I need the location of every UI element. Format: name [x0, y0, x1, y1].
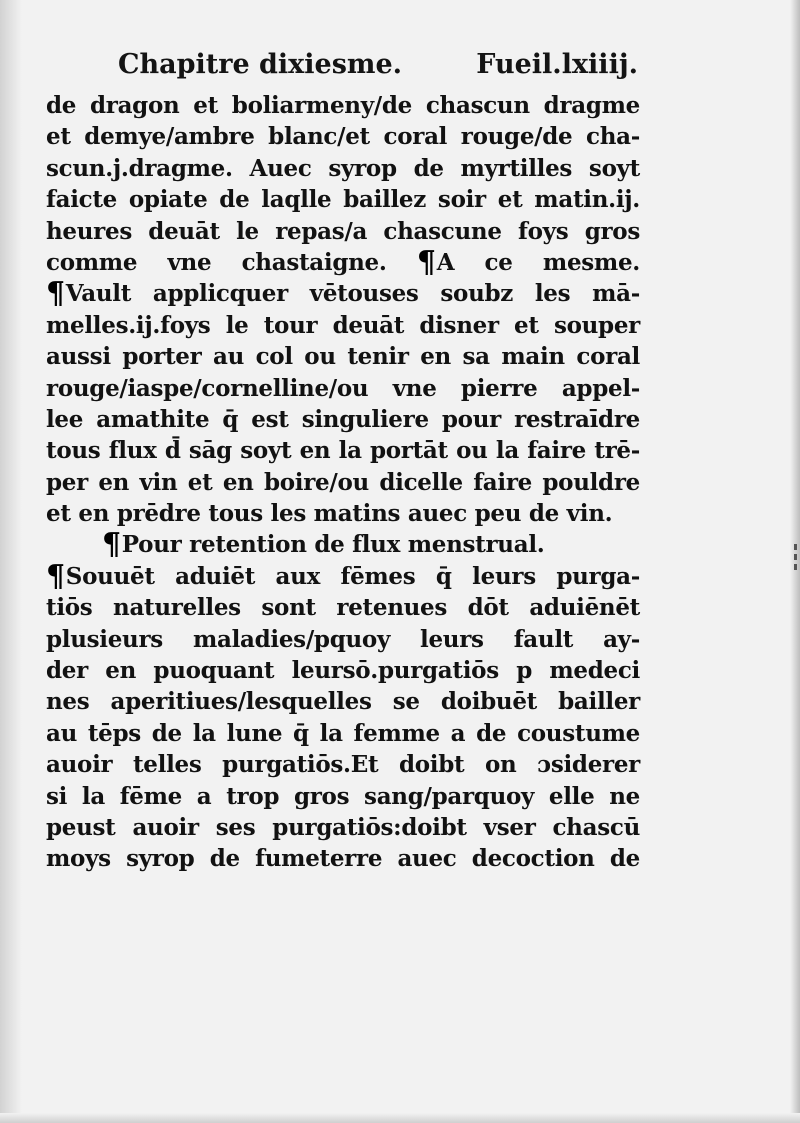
- line-text: et en prēdre tous les matins auec peu de vin.: [46, 500, 613, 528]
- text-line: [46, 592, 640, 623]
- line-text: scun.j.dragme. Auec syrop de myrtilles soyt: [46, 154, 640, 182]
- line-text: Vault applicquer vētouses soubz les mā-: [65, 280, 640, 308]
- line-text: der en puoquant leursō.purgatiōs p medeci: [46, 657, 640, 685]
- line-text: tous flux d̄ sāg soyt en la portāt ou la faire trē-: [46, 437, 640, 465]
- page-gutter-shadow: [0, 0, 22, 1123]
- text-line: [46, 276, 640, 312]
- line-text: aussi porter au col ou tenir en sa main coral: [46, 343, 640, 371]
- line-text: auoir telles purgatiōs.Et doibt on ɔsiderer: [46, 751, 640, 779]
- chapter-title: Chapitre dixiesme.: [118, 49, 403, 80]
- text-line: [46, 558, 640, 594]
- text-line: [46, 718, 640, 749]
- text-line: [46, 373, 640, 404]
- body-text: [46, 90, 640, 875]
- text-line: [46, 90, 640, 121]
- text-line: [46, 812, 640, 843]
- text-line: [46, 121, 640, 152]
- folio-number: Fueil.lxiiij.: [476, 49, 638, 80]
- pilcrow-icon: ¶: [46, 558, 65, 594]
- line-text: Pour retention de flux menstrual.: [121, 531, 545, 559]
- text-line: [46, 624, 640, 655]
- line-text: moys syrop de fumeterre auec decoction de: [46, 845, 640, 873]
- line-text: et demye/ambre blanc/et coral rouge/de cha-: [46, 123, 640, 151]
- text-line: [46, 244, 641, 280]
- line-text: de dragon et boliarmeny/de chascun dragme: [46, 92, 640, 119]
- line-text: nes aperitiues/lesquelles se doibuēt bailler: [46, 688, 640, 716]
- line-text: peust auoir ses purgatiōs:doibt vser chascū: [46, 813, 640, 841]
- line-text: melles.ij.foys le tour deuāt disner et souper: [46, 311, 640, 339]
- line-text: faicte opiate de laqlle baillez soir et matin.ij.: [46, 186, 640, 214]
- pilcrow-icon: ¶: [416, 244, 436, 280]
- running-head: [118, 46, 638, 84]
- line-text: heures deuāt le repas/a chascune foys gros: [46, 217, 640, 245]
- margin-mark: [793, 540, 798, 586]
- pilcrow-icon: ¶: [46, 276, 65, 312]
- line-text: au tēps de la lune q̄ la femme a de coustume: [46, 719, 640, 747]
- text-line: [46, 184, 640, 215]
- pilcrow-icon: ¶: [102, 527, 121, 563]
- section-heading: [46, 527, 640, 563]
- text-line: [46, 404, 640, 435]
- text-line: [46, 341, 640, 372]
- text-line: [46, 655, 640, 686]
- line-text: plusieurs maladies/pquoy leurs fault ay-: [46, 625, 640, 653]
- line-text: comme vne chastaigne.: [46, 248, 387, 276]
- text-line: [46, 435, 640, 466]
- text-line: [46, 749, 640, 780]
- text-line: [46, 686, 640, 717]
- line-text: si la fēme a trop gros sang/parquoy elle ne: [46, 782, 640, 810]
- text-line: [46, 843, 640, 874]
- text-line: [46, 153, 640, 184]
- text-line: [46, 498, 640, 529]
- page-bottom-shadow: [0, 1113, 800, 1123]
- line-text: tiōs naturelles sont retenues dōt aduiēnēt: [46, 594, 640, 622]
- line-text-after: A ce mesme.: [436, 248, 641, 276]
- line-text: lee amathite q̄ est singuliere pour restraīdre: [46, 405, 640, 433]
- text-line: [46, 781, 640, 812]
- text-line: [46, 216, 640, 247]
- text-line: [46, 467, 640, 498]
- line-text: per en vin et en boire/ou dicelle faire pouldre: [46, 468, 640, 496]
- text-line: [46, 310, 640, 341]
- line-text: Souuēt aduiēt aux fēmes q̄ leurs purga-: [65, 562, 640, 590]
- line-text: rouge/iaspe/cornelline/ou vne pierre appel-: [46, 374, 640, 402]
